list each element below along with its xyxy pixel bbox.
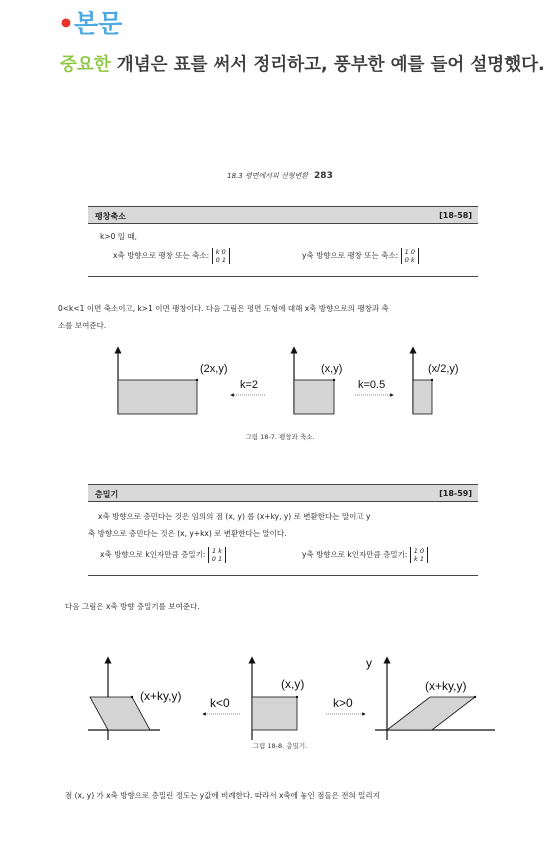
formula-label: x축 방향으로 팽창 또는 축소: bbox=[113, 251, 210, 260]
bullet-icon: • bbox=[58, 9, 74, 38]
formula-label: y축 방향으로 k인자만큼 층밀기: bbox=[302, 550, 408, 559]
box-bottom-rule bbox=[88, 575, 478, 576]
matrix: 1 0 0 k bbox=[401, 248, 419, 264]
figure-label: (x,y) bbox=[281, 677, 305, 691]
box-ref: [18-58] bbox=[439, 211, 472, 220]
plot-original bbox=[294, 350, 342, 414]
axis-label: y bbox=[366, 656, 372, 670]
figure-shear bbox=[70, 650, 520, 740]
box-formula-x bbox=[100, 547, 226, 563]
arrow-shrink bbox=[355, 379, 392, 395]
formula-label: x축 방향으로 k인자만큼 층밀기: bbox=[100, 550, 206, 559]
box-title: 팽창축소 bbox=[95, 212, 126, 221]
running-head bbox=[0, 171, 560, 181]
definition-box-header-dilation bbox=[88, 206, 478, 224]
paragraph-line: 소를 보여준다. bbox=[58, 321, 107, 330]
figure-caption: 그림 18-7. 팽창과 축소. bbox=[245, 433, 315, 441]
box-formula-y bbox=[302, 547, 428, 563]
section-title-text: 본문 bbox=[73, 9, 123, 38]
box-text-line: x축 방향으로 층민다는 것은 임의의 점 (x, y) 를 (x+ky, y) 로 변환한다는 말이고 y bbox=[98, 512, 371, 521]
paragraph-line: 점 (x, y) 가 x축 방향으로 층밀린 정도는 y값에 비례한다. 따라서 x축에 놓인 점들은 전혀 밀리지 bbox=[65, 791, 380, 800]
figure-caption: 그림 18-8. 층밀기. bbox=[252, 742, 308, 750]
box-ref: [18-59] bbox=[439, 489, 472, 498]
subtitle-highlight: 중요한 bbox=[60, 55, 111, 75]
matrix: k 0 0 1 bbox=[212, 248, 230, 264]
plot-shear-negative bbox=[88, 660, 181, 740]
section-subtitle bbox=[60, 52, 550, 78]
figure-label: k<0 bbox=[210, 696, 230, 710]
plot-shrunk bbox=[413, 350, 459, 414]
figure-label: k=2 bbox=[240, 379, 259, 391]
matrix: 1 0 k 1 bbox=[410, 547, 428, 563]
plot-stretched bbox=[118, 350, 228, 414]
box-formula-y bbox=[302, 248, 419, 264]
figure-label: (2x,y) bbox=[200, 363, 228, 375]
figure-label: k=0.5 bbox=[358, 379, 386, 391]
box-condition: k>0 일 때, bbox=[100, 232, 138, 241]
paragraph-line: 0<k<1 이면 축소이고, k>1 이면 팽창이다. 다음 그림은 평면 도형에 대해 x축 방향으로의 팽창과 축 bbox=[58, 304, 389, 313]
paragraph-line: 다음 그림은 x축 방향 층밀기를 보여준다. bbox=[65, 602, 200, 611]
plot-shear-original bbox=[252, 660, 304, 740]
arrow-positive bbox=[326, 696, 364, 714]
figure-dilation bbox=[90, 344, 490, 419]
arrow-stretch bbox=[232, 379, 265, 395]
figure-label: k>0 bbox=[333, 696, 353, 710]
matrix: 1 k 0 1 bbox=[208, 547, 226, 563]
formula-label: y축 방향으로 팽창 또는 축소: bbox=[302, 251, 399, 260]
plot-shear-positive bbox=[366, 656, 495, 740]
box-text-line: 축 방향으로 층민다는 것은 (x, y+kx) 로 변환한다는 말이다. bbox=[88, 529, 287, 538]
section-title bbox=[58, 4, 122, 40]
page-number: 283 bbox=[314, 171, 333, 181]
figure-label: (x/2,y) bbox=[428, 363, 459, 375]
box-bottom-rule bbox=[88, 276, 478, 277]
arrow-negative bbox=[204, 696, 240, 714]
box-formula-x bbox=[113, 248, 230, 264]
running-head-text: 18.3 평면에서의 선형변환 bbox=[227, 172, 309, 180]
subtitle-text: 개념은 표를 써서 정리하고, 풍부한 예를 들어 설명했다. bbox=[110, 55, 545, 75]
definition-box-header-shear bbox=[88, 484, 478, 502]
figure-label: (x+ky,y) bbox=[140, 689, 182, 703]
figure-label: (x,y) bbox=[321, 363, 343, 375]
box-title: 층밀기 bbox=[95, 490, 119, 499]
figure-label: (x+ky,y) bbox=[425, 679, 467, 693]
